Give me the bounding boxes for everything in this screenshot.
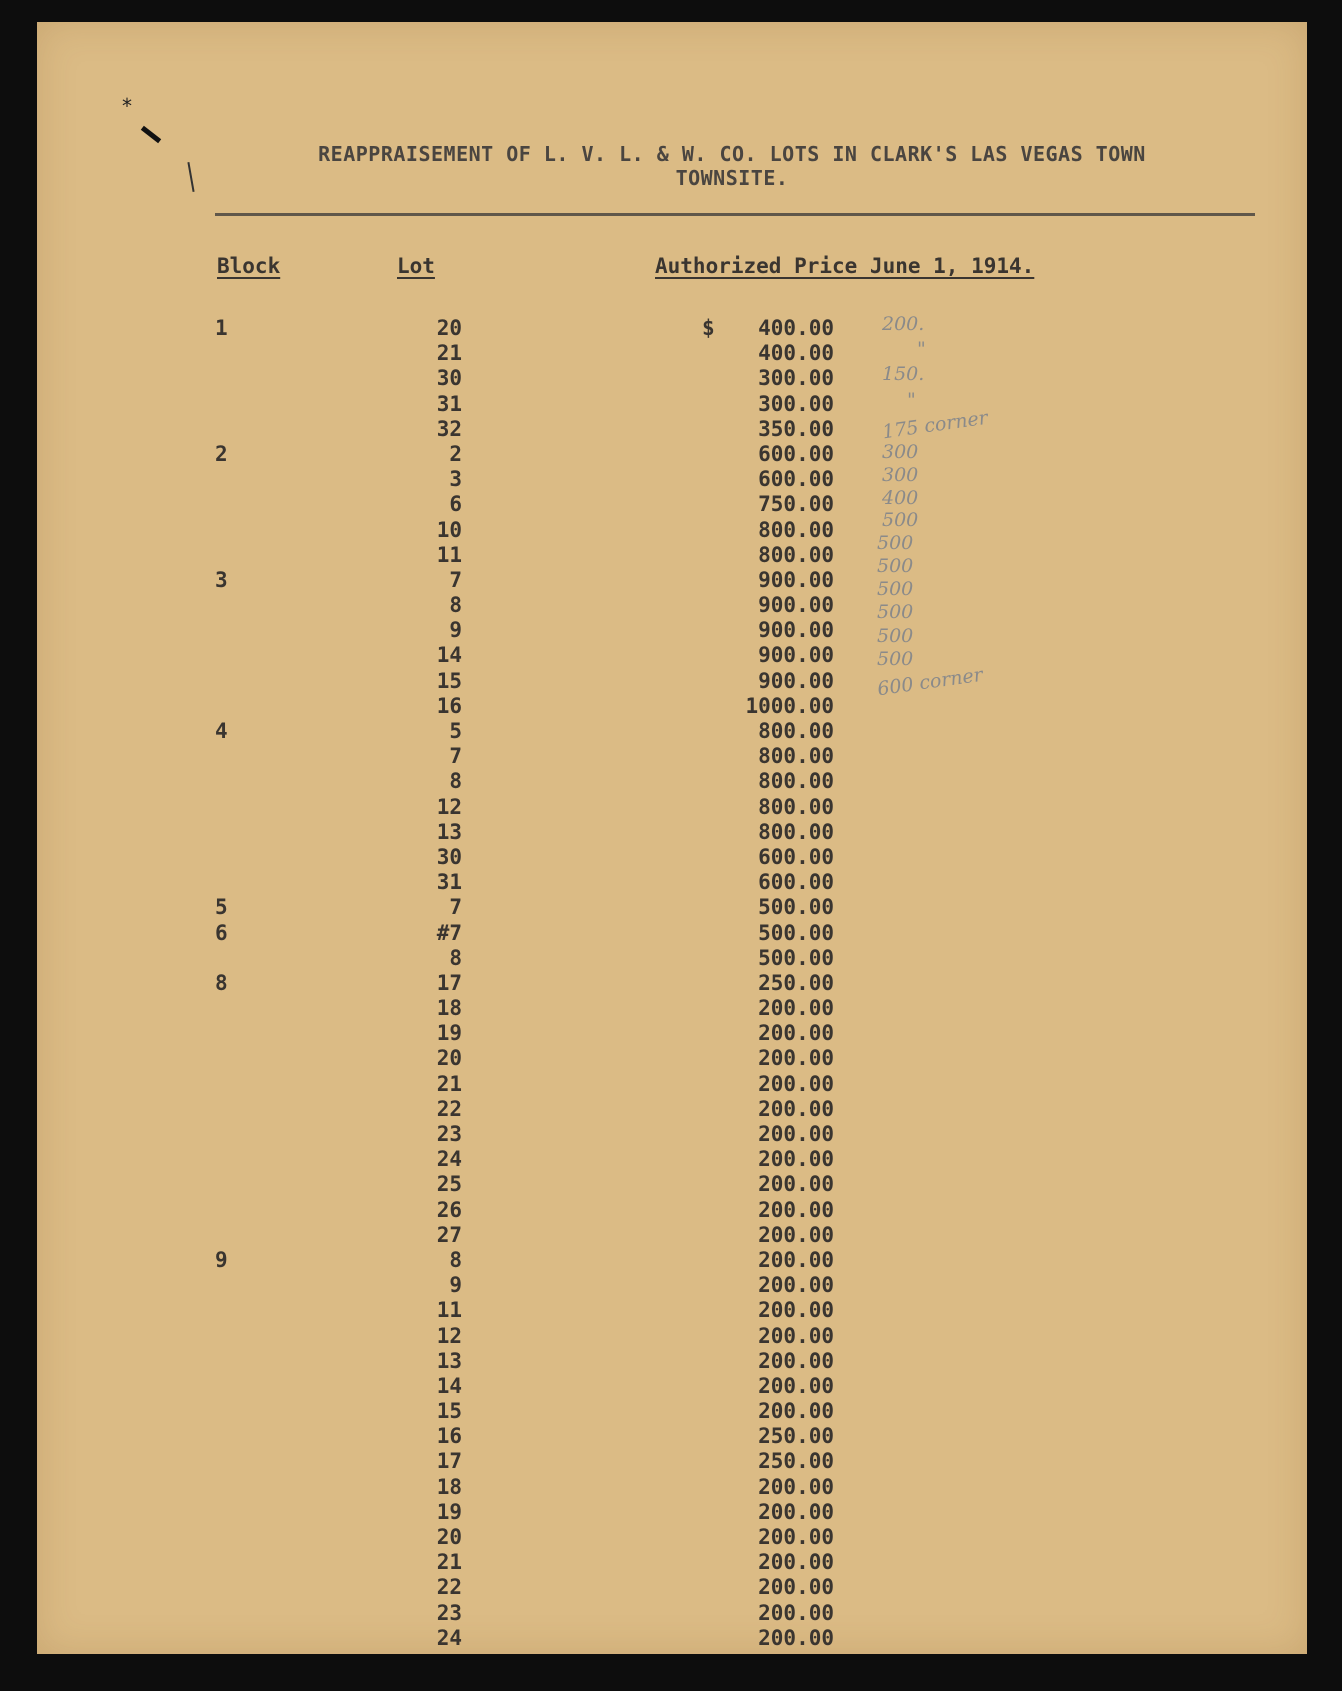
table-row — [37, 388, 1307, 417]
block-cell: 2 — [215, 441, 228, 466]
table-row — [37, 442, 1307, 467]
price-cell: 500.00 — [758, 920, 834, 945]
table-row — [37, 618, 1307, 643]
table-row — [37, 1626, 1307, 1651]
price-cell: 200.00 — [758, 1222, 834, 1247]
table-row — [37, 1374, 1307, 1399]
handwritten-note: 175 corner — [880, 406, 990, 444]
handwritten-note: 400 — [882, 487, 919, 510]
price-cell: 200.00 — [758, 1625, 834, 1650]
block-cell: 4 — [215, 719, 228, 743]
handwritten-note: 150. — [882, 363, 925, 386]
table-row — [37, 1475, 1307, 1500]
lot-cell: 8 — [449, 1247, 462, 1272]
lot-cell: 13 — [436, 819, 462, 844]
price-cell: 800.00 — [758, 542, 834, 567]
price-cell: 200.00 — [758, 1474, 834, 1499]
lot-cell: 17 — [436, 1449, 462, 1474]
table-row — [37, 1273, 1307, 1298]
lot-cell: 16 — [436, 693, 462, 718]
lot-cell: 22 — [436, 1096, 462, 1121]
table-row — [37, 1500, 1307, 1525]
table-row — [37, 1424, 1307, 1449]
price-cell: 200.00 — [758, 1550, 834, 1575]
price-cell: 200.00 — [758, 1499, 834, 1524]
price-cell: 800.00 — [758, 517, 834, 542]
lot-cell: 11 — [436, 542, 462, 567]
price-cell: 200.00 — [758, 996, 834, 1021]
lot-cell: 15 — [436, 668, 462, 693]
price-cell: 350.00 — [758, 416, 834, 441]
price-cell: 200.00 — [758, 1172, 834, 1197]
table-row — [37, 719, 1307, 744]
lot-cell: 13 — [436, 1348, 462, 1373]
lot-cell: 15 — [436, 1399, 462, 1424]
table-row — [37, 946, 1307, 971]
lot-cell: 16 — [436, 1424, 462, 1449]
price-cell: 600.00 — [758, 467, 834, 492]
table-row — [37, 845, 1307, 870]
handwritten-note: 500 — [877, 531, 914, 554]
lot-cell: 19 — [436, 1021, 462, 1046]
table-row — [37, 464, 1307, 492]
lot-cell: 10 — [436, 517, 462, 542]
title-line-2: TOWNSITE. — [675, 166, 789, 190]
table-row — [37, 694, 1307, 719]
block-cell: 3 — [215, 567, 228, 592]
lot-cell: 25 — [436, 1172, 462, 1197]
price-cell: 800.00 — [758, 744, 834, 769]
table-row — [37, 1324, 1307, 1349]
table-row — [37, 1021, 1307, 1046]
price-cell: 300.00 — [758, 391, 834, 416]
table-row — [37, 1550, 1307, 1575]
lot-cell: 23 — [436, 1600, 462, 1625]
price-cell: 900.00 — [758, 643, 834, 668]
handwritten-note: 500 — [877, 624, 914, 647]
price-cell: 800.00 — [758, 794, 834, 819]
handwritten-note: 200. — [882, 313, 925, 335]
block-cell: 5 — [215, 895, 228, 920]
price-cell: 800.00 — [758, 819, 834, 844]
lot-cell: 7 — [449, 744, 462, 769]
stray-mark-star: * — [122, 94, 132, 118]
price-cell: 900.00 — [758, 618, 834, 643]
block-cell: 1 — [215, 316, 228, 340]
lot-cell: 18 — [436, 996, 462, 1021]
price-cell: 900.00 — [758, 668, 834, 693]
table-row — [37, 1399, 1307, 1424]
lot-table — [37, 313, 1307, 1651]
price-cell: 600.00 — [758, 870, 834, 895]
table-row — [37, 313, 1307, 341]
lot-cell: 6 — [449, 492, 462, 517]
table-row — [37, 870, 1307, 895]
price-cell: 250.00 — [758, 970, 834, 995]
table-row — [37, 643, 1307, 668]
handwritten-note: 500 — [877, 647, 914, 670]
lot-cell: 20 — [436, 316, 462, 340]
header-price: Authorized Price June 1, 1914. — [655, 254, 1035, 278]
table-row — [37, 795, 1307, 820]
price-cell: 200.00 — [758, 1600, 834, 1625]
lot-cell: 24 — [436, 1147, 462, 1172]
table-row — [37, 669, 1307, 694]
lot-cell: 12 — [436, 1323, 462, 1348]
table-row — [37, 417, 1307, 442]
table-row — [37, 1575, 1307, 1600]
lot-cell: 19 — [436, 1499, 462, 1524]
table-row — [37, 1147, 1307, 1172]
price-cell: 250.00 — [758, 1424, 834, 1449]
table-row — [37, 1298, 1307, 1323]
handwritten-note: 500 — [877, 578, 914, 601]
header-lot: Lot — [397, 254, 435, 278]
stray-mark-dash — [141, 126, 161, 143]
price-cell: 200.00 — [758, 1373, 834, 1398]
lot-cell: 31 — [436, 870, 462, 895]
table-row — [37, 744, 1307, 769]
table-row — [37, 1449, 1307, 1474]
price-cell: 200.00 — [758, 1575, 834, 1600]
handwritten-note: " — [917, 338, 926, 361]
price-cell: 200.00 — [758, 1147, 834, 1172]
lot-cell: 8 — [449, 769, 462, 794]
table-row — [37, 996, 1307, 1021]
lot-cell: #7 — [436, 920, 462, 945]
price-cell: 800.00 — [758, 719, 834, 743]
price-cell: 300.00 — [758, 366, 834, 391]
lot-cell: 20 — [436, 1046, 462, 1071]
price-cell: 200.00 — [758, 1046, 834, 1071]
table-row — [37, 1122, 1307, 1147]
lot-cell: 20 — [436, 1525, 462, 1549]
lot-cell: 18 — [436, 1474, 462, 1499]
price-cell: 200.00 — [758, 1298, 834, 1323]
lot-cell: 8 — [449, 593, 462, 618]
lot-cell: 23 — [436, 1122, 462, 1146]
lot-cell: 17 — [436, 970, 462, 995]
lot-cell: 9 — [449, 1273, 462, 1298]
lot-cell: 5 — [449, 719, 462, 743]
block-cell: 9 — [215, 1247, 228, 1272]
price-cell: 400.00 — [758, 341, 834, 366]
price-cell: 200.00 — [758, 1197, 834, 1222]
table-row — [37, 543, 1307, 568]
lot-cell: 7 — [449, 567, 462, 592]
price-cell: 200.00 — [758, 1122, 834, 1146]
table-row — [37, 820, 1307, 845]
block-cell: 6 — [215, 920, 228, 945]
price-cell: 200.00 — [758, 1525, 834, 1549]
table-row — [37, 363, 1307, 391]
lot-cell: 12 — [436, 794, 462, 819]
price-cell: 200.00 — [758, 1021, 834, 1046]
document-title — [207, 142, 1257, 190]
table-row — [37, 1248, 1307, 1273]
lot-cell: 22 — [436, 1575, 462, 1600]
lot-cell: 2 — [449, 441, 462, 466]
price-cell: 800.00 — [758, 769, 834, 794]
document-page — [37, 22, 1307, 1654]
handwritten-note: 500 — [882, 508, 919, 531]
handwritten-note: 600 corner — [875, 663, 985, 701]
price-cell: 200.00 — [758, 1071, 834, 1096]
price-cell: 200.00 — [758, 1323, 834, 1348]
table-row — [37, 1198, 1307, 1223]
table-row — [37, 593, 1307, 618]
lot-cell: 8 — [449, 945, 462, 970]
lot-cell: 27 — [436, 1222, 462, 1247]
lot-cell: 7 — [449, 895, 462, 920]
header-block: Block — [217, 254, 281, 278]
lot-cell: 26 — [436, 1197, 462, 1222]
table-row — [37, 769, 1307, 794]
lot-cell: 21 — [436, 1071, 462, 1096]
price-cell: 600.00 — [758, 844, 834, 869]
table-row — [37, 492, 1307, 517]
table-row — [37, 1525, 1307, 1550]
handwritten-note: " — [907, 388, 916, 411]
price-cell: 250.00 — [758, 1449, 834, 1474]
currency-symbol: $ — [702, 316, 715, 340]
handwritten-note: 300 — [882, 464, 919, 487]
price-cell: 900.00 — [758, 593, 834, 618]
handwritten-note: 500 — [877, 601, 914, 624]
table-row — [37, 1046, 1307, 1071]
price-cell: 200.00 — [758, 1273, 834, 1298]
price-cell: 200.00 — [758, 1247, 834, 1272]
table-row — [37, 1223, 1307, 1248]
lot-cell: 24 — [436, 1625, 462, 1650]
price-cell: 750.00 — [758, 492, 834, 517]
table-row — [37, 338, 1307, 366]
table-row — [37, 568, 1307, 593]
price-cell: 500.00 — [758, 945, 834, 970]
table-row — [37, 1097, 1307, 1122]
stray-mark-stroke — [187, 162, 194, 192]
lot-cell: 32 — [436, 416, 462, 441]
table-row — [37, 921, 1307, 946]
handwritten-note: 500 — [877, 555, 914, 577]
lot-cell: 14 — [436, 643, 462, 668]
price-cell: 200.00 — [758, 1096, 834, 1121]
price-cell: 600.00 — [758, 441, 834, 466]
table-row — [37, 1172, 1307, 1197]
title-rule — [215, 213, 1255, 216]
price-cell: 200.00 — [758, 1348, 834, 1373]
lot-cell: 3 — [449, 467, 462, 492]
lot-cell: 21 — [436, 1550, 462, 1575]
table-row — [37, 1601, 1307, 1626]
price-cell: 500.00 — [758, 895, 834, 920]
price-cell: 400.00 — [758, 316, 834, 340]
price-cell: 1000.00 — [745, 693, 834, 718]
table-row — [37, 895, 1307, 920]
price-cell: 200.00 — [758, 1399, 834, 1424]
lot-cell: 30 — [436, 844, 462, 869]
table-row — [37, 971, 1307, 996]
lot-cell: 31 — [436, 391, 462, 416]
table-row — [37, 1349, 1307, 1374]
lot-cell: 11 — [436, 1298, 462, 1323]
lot-cell: 21 — [436, 341, 462, 366]
lot-cell: 30 — [436, 366, 462, 391]
block-cell: 8 — [215, 970, 228, 995]
table-row — [37, 518, 1307, 543]
lot-cell: 14 — [436, 1373, 462, 1398]
lot-cell: 9 — [449, 618, 462, 643]
price-cell: 900.00 — [758, 567, 834, 592]
table-row — [37, 1072, 1307, 1097]
handwritten-note: 300 — [882, 441, 919, 463]
title-line-1: REAPPRAISEMENT OF L. V. L. & W. CO. LOTS IN CLARK'S LAS VEGAS TOWN — [318, 142, 1146, 166]
